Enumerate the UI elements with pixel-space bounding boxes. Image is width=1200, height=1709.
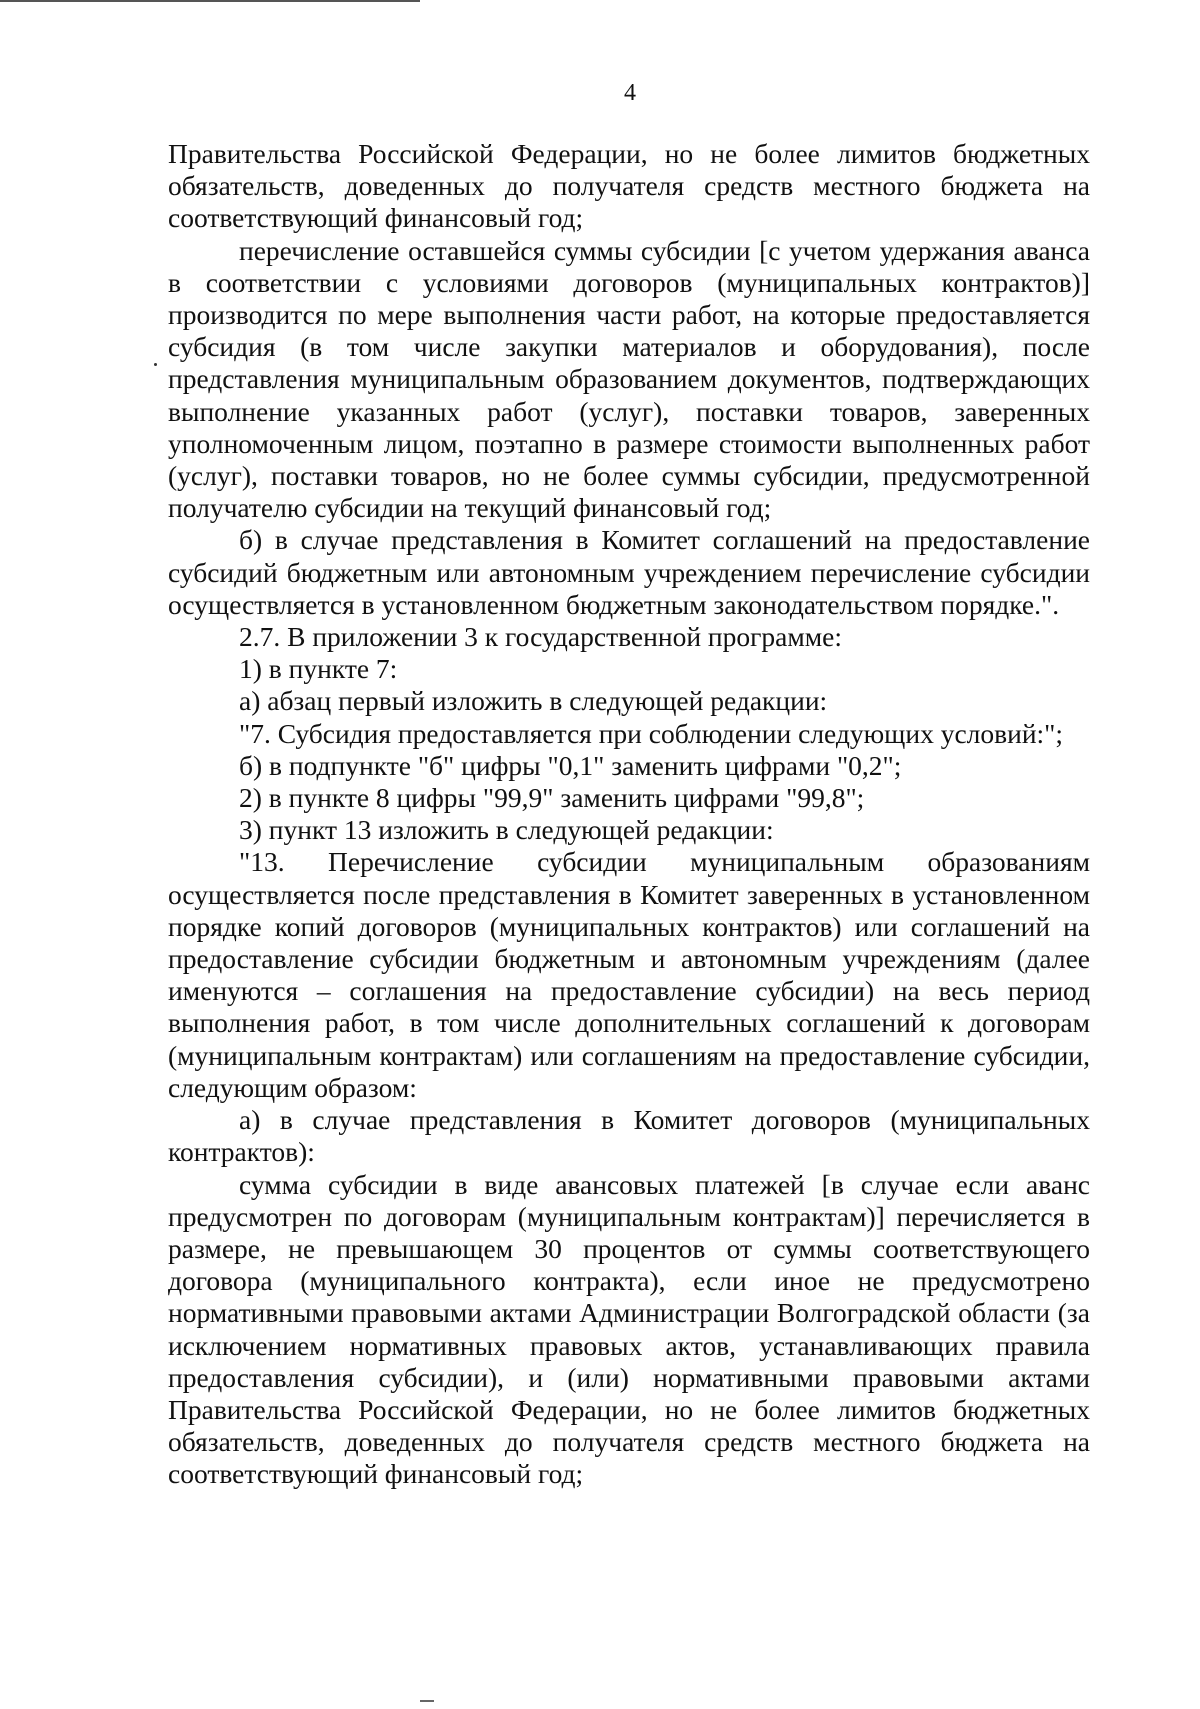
paragraph-point-8: 2) в пункте 8 цифры "99,9" заменить цифрами "99,8"; — [239, 782, 865, 814]
paragraph-2-7: 2.7. В приложении 3 к государственной программе: — [239, 621, 843, 653]
paragraph-quote-13: "13. Перечисление субсидии муниципальным образованиям осуществляется после представления в Комитет заверенных в установленном порядке копий договоров (муниципальных контрактов) или соглашений на предоставление субсидии бюджетным и автономным учреждениям (далее именуются – соглашения на предоставление субсидии) на весь период выполнения работ, в том числе дополнительных соглашений к договорам (муниципальным контрактам) или соглашениям на предоставление субсидии, следующим образом: — [168, 846, 1090, 1103]
scan-top-rule — [0, 0, 420, 2]
paragraph-item-a-contracts: а) в случае представления в Комитет договоров (муниципальных контрактов): — [168, 1104, 1090, 1168]
paragraph-advance-sum: сумма субсидии в виде авансовых платежей [в случае если аванс предусмотрен по договорам (муниципальным контрактам)] перечисляется в размере, не превышающем 30 процентов от суммы соответствующего договора (муниципального контракта), если иное не предусмотрено нормативными правовыми актами Администрации Волгоградской области (за исключением нормативных правовых актов, устанавливающих правила предоставления субсидии), и (или) нормативными правовыми актами Правительства Российской Федерации, но не более лимитов бюджетных обязательств, доведенных до получателя средств местного бюджета на соответствующий финансовый год; — [168, 1168, 1090, 1490]
document-body — [168, 138, 1090, 1491]
scan-bottom-mark — [420, 1700, 434, 1702]
paragraph-item-b-agreements: б) в случае представления в Комитет соглашений на предоставление субсидий бюджетным или автономным учреждением перечисление субсидии осуществляется в установленном бюджетным законодательством порядке.". — [168, 524, 1090, 620]
paragraph-point-13: 3) пункт 13 изложить в следующей редакции: — [239, 814, 774, 846]
paragraph-point-7: 1) в пункте 7: — [239, 653, 398, 685]
paragraph-continuation: Правительства Российской Федерации, но не более лимитов бюджетных обязательств, доведенных до получателя средств местного бюджета на соответствующий финансовый год; — [168, 138, 1090, 234]
paragraph-remaining-sum: перечисление оставшейся суммы субсидии [с учетом удержания аванса в соответствии с условиями договоров (муниципальных контрактов)] производится по мере выполнения части работ, на которые предоставляется субсидия (в том числе закупки материалов и оборудования), после представления муниципальным образованием документов, подтверждающих выполнение указанных работ (услуг), поставки товаров, заверенных уполномоченным лицом, поэтапно в размере стоимости выполненных работ (услуг), поставки товаров, но не более суммы субсидии, предусмотренной получателю субсидии на текущий финансовый год; — [168, 234, 1090, 524]
paragraph-quote-7: "7. Субсидия предоставляется при соблюдении следующих условий:"; — [239, 717, 1064, 749]
paragraph-item-b-digits: б) в подпункте "б" цифры "0,1" заменить цифрами "0,2"; — [239, 749, 902, 781]
scan-artifact-dot — [154, 363, 157, 366]
page-number: 4 — [624, 80, 636, 106]
paragraph-item-a-first-para: а) абзац первый изложить в следующей редакции: — [239, 685, 828, 717]
